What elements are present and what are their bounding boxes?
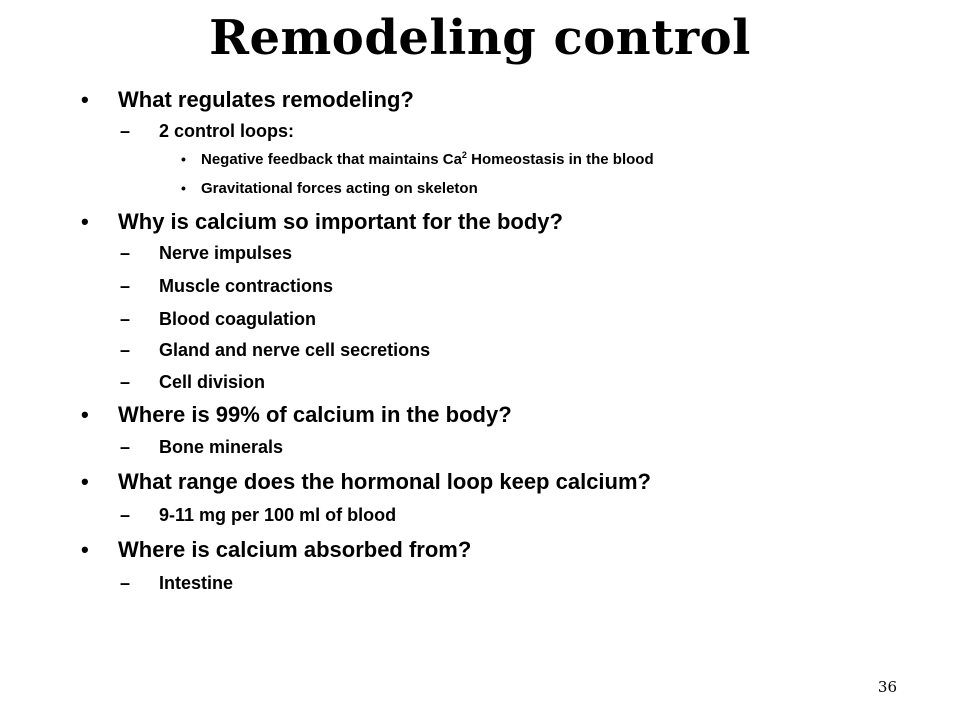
page-number: 36 [877, 678, 897, 696]
bullet-item [120, 573, 234, 594]
bullet-marker: • [81, 402, 89, 427]
dash-marker: – [120, 573, 131, 593]
bullet-text: 2 control loops: [159, 121, 294, 141]
bullet-text-part: Homeostasis in the blood [466, 151, 654, 168]
bullet-text: Blood coagulation [159, 309, 316, 329]
bullet-text: Cell division [159, 372, 266, 392]
bullet-marker: • [181, 151, 186, 167]
bullet-text: Bone minerals [159, 437, 284, 457]
bullet-marker: • [81, 87, 89, 112]
superscript: 2 [461, 150, 467, 160]
dash-marker: – [120, 340, 131, 360]
bullet-text: 9-11 mg per 100 ml of blood [159, 505, 397, 525]
bullet-item [81, 87, 414, 113]
dash-marker: – [120, 505, 131, 525]
bullet-item [181, 180, 478, 197]
bullet-item [181, 150, 654, 168]
bullet-item [81, 469, 651, 495]
bullet-item [120, 505, 397, 526]
bullet-item [81, 537, 472, 563]
bullet-text: Gravitational forces acting on skeleton [201, 180, 478, 197]
bullet-marker: • [81, 537, 89, 562]
bullet-text: Why is calcium so important for the body? [118, 209, 563, 234]
bullet-text: Muscle contractions [159, 276, 334, 296]
bullet-item [120, 340, 431, 361]
bullet-text: Where is calcium absorbed from? [118, 537, 472, 562]
bullet-item [81, 209, 563, 235]
dash-marker: – [120, 372, 131, 392]
bullet-text: Nerve impulses [159, 243, 293, 263]
bullet-marker: • [181, 180, 186, 196]
slide-title: Remodeling control [209, 10, 751, 66]
bullet-text: What range does the hormonal loop keep calcium? [118, 469, 651, 494]
bullet-item [120, 276, 334, 297]
dash-marker: – [120, 243, 131, 263]
bullet-marker: • [81, 469, 89, 494]
bullet-item [120, 243, 293, 264]
bullet-text-part: Negative feedback that maintains Ca [201, 151, 462, 168]
dash-marker: – [120, 437, 131, 457]
bullet-item [120, 437, 284, 458]
bullet-item [81, 402, 512, 428]
dash-marker: – [120, 121, 131, 141]
bullet-text: Intestine [159, 573, 234, 593]
bullet-item [120, 121, 294, 142]
dash-marker: – [120, 276, 131, 296]
bullet-text: Gland and nerve cell secretions [159, 340, 431, 360]
bullet-item [120, 372, 266, 393]
bullet-marker: • [81, 209, 89, 234]
bullet-item [120, 309, 316, 330]
bullet-text: What regulates remodeling? [118, 87, 414, 112]
dash-marker: – [120, 309, 131, 329]
bullet-text: Where is 99% of calcium in the body? [118, 402, 512, 427]
